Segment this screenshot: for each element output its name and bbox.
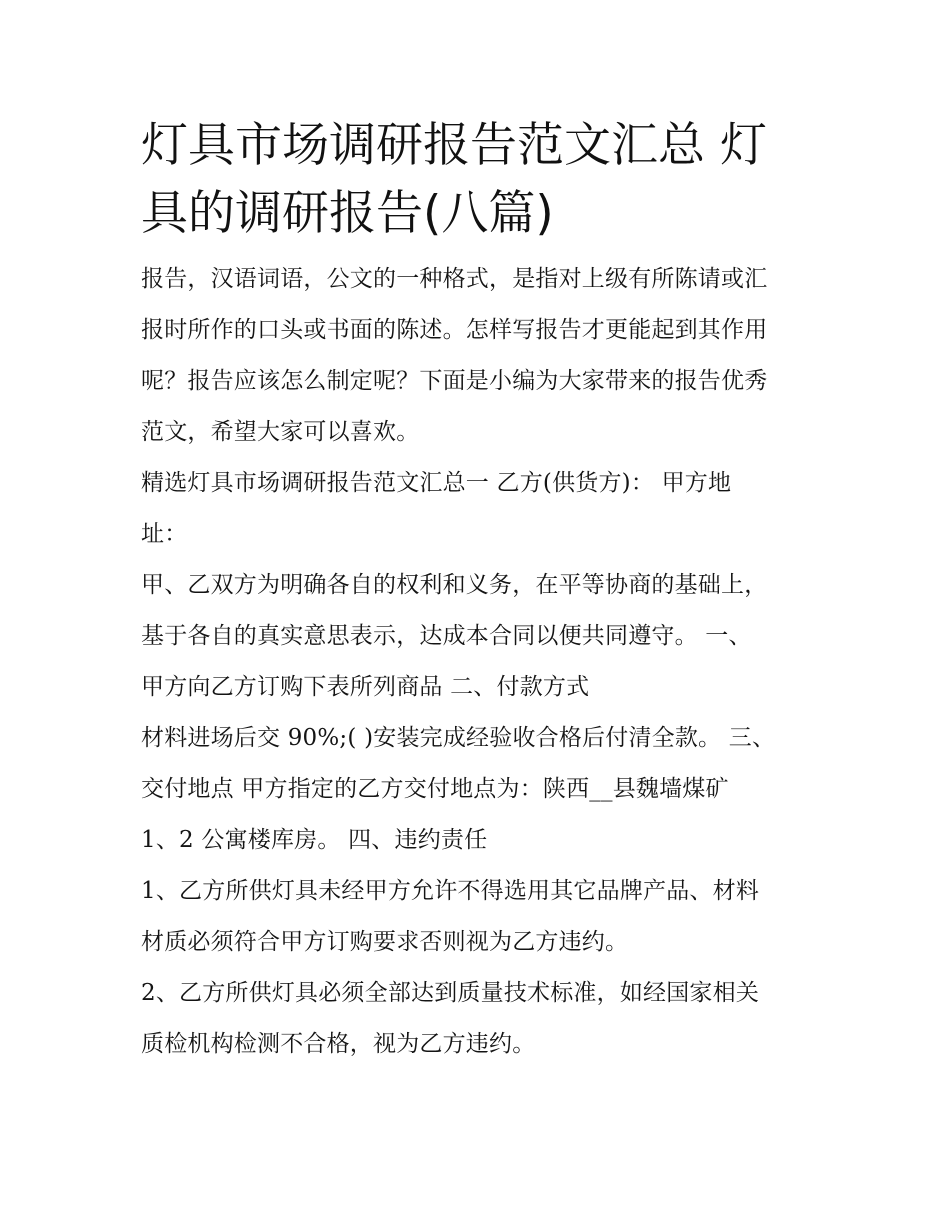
paragraph-intro (141, 254, 821, 458)
text-line: 1、乙方所供灯具未经甲方允许不得选用其它品牌产品、材料 (141, 878, 760, 904)
text-line: 基于各自的真实意思表示，达成本合同以便共同遵守。 一、 (141, 623, 752, 649)
text-line: 报告，汉语词语，公文的一种格式，是指对上级有所陈请或汇 (141, 266, 768, 292)
text-line: 交付地点 甲方指定的乙方交付地点为：陕西__县魏墙煤矿 (141, 776, 729, 802)
text-line: 精选灯具市场调研报告范文汇总一 乙方(供货方)： 甲方地 (141, 470, 732, 496)
paragraph-breach-2 (141, 968, 821, 1070)
document-page (141, 112, 821, 1070)
text-line: 材料进场后交 90%;( )安装完成经验收合格后付清全款。 三、 (141, 725, 776, 751)
paragraph-breach-1 (141, 866, 821, 968)
paragraph-parties (141, 458, 821, 560)
title-line: 灯具市场调研报告范文汇总 灯 (141, 118, 767, 173)
document-body (141, 254, 821, 1070)
text-line: 2、乙方所供灯具必须全部达到质量技术标准，如经国家相关 (141, 980, 760, 1006)
text-line: 甲、乙双方为明确各自的权利和义务，在平等协商的基础上， (141, 572, 768, 598)
text-line: 1、2 公寓楼库房。 四、违约责任 (141, 827, 488, 853)
paragraph-agreement (141, 560, 821, 713)
text-line: 范文，希望大家可以喜欢。 (141, 419, 420, 445)
paragraph-location (141, 815, 821, 866)
text-line: 质检机构检测不合格，视为乙方违约。 (141, 1031, 536, 1057)
text-line: 甲方向乙方订购下表所列商品 二、付款方式 (141, 674, 590, 700)
text-line: 址： (141, 521, 188, 547)
text-line: 报时所作的口头或书面的陈述。怎样写报告才更能起到其作用 (141, 317, 768, 343)
title-line: 具的调研报告(八篇) (141, 186, 554, 241)
text-line: 呢？报告应该怎么制定呢？下面是小编为大家带来的报告优秀 (141, 368, 768, 394)
paragraph-payment (141, 713, 821, 815)
document-title (141, 112, 821, 248)
text-line: 材质必须符合甲方订购要求否则视为乙方违约。 (141, 929, 629, 955)
